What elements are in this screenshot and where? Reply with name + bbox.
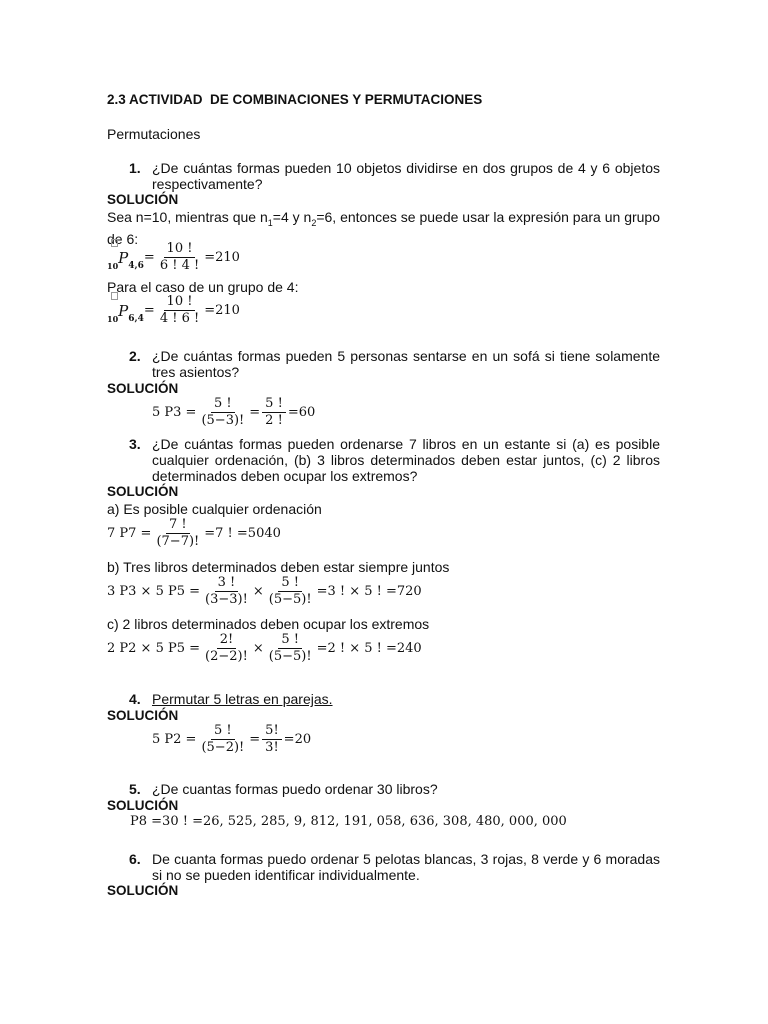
- section-heading: Permutaciones: [107, 126, 201, 142]
- solution-label: SOLUCIÓN: [107, 484, 179, 499]
- question-number: 4.: [129, 691, 141, 707]
- question-text: Permutar 5 letras en parejas.: [152, 691, 333, 707]
- question-text: ¿De cuantas formas puedo ordenar 30 libros?: [152, 781, 438, 797]
- solution-label: SOLUCIÓN: [107, 192, 179, 207]
- formula-2p2-5p5: 2 P2 × 5 P5 = $\frac{2!}{(2-2)!}$ × $\frac{5 !}{(5-5)!}$ =2 ! × 5 ! =240: [107, 632, 422, 664]
- solution-text: Para el caso de un grupo de 4:: [107, 279, 299, 295]
- question-text: De cuanta formas puedo ordenar 5 pelotas blancas, 3 rojas, 8 verde y 6 moradas si no se pueden identificar individualmente.: [152, 851, 660, 883]
- solution-label: SOLUCIÓN: [107, 883, 179, 898]
- question-number: 6.: [129, 851, 141, 867]
- question-number: 2.: [129, 348, 141, 364]
- question-text: ¿De cuántas formas pueden 10 objetos dividirse en dos grupos de 4 y 6 objetos respectivamente?: [152, 160, 660, 192]
- solution-label: SOLUCIÓN: [107, 708, 179, 723]
- solution-text: a) Es posible cualquier ordenación: [107, 501, 322, 517]
- solution-label: SOLUCIÓN: [107, 381, 179, 396]
- formula-3p3-5p5: 3 P3 × 5 P5 = $\frac{3 !}{(3-3)!}$ × $\frac{5 !}{(5-5)!}$ =3 ! × 5 ! =720: [107, 575, 422, 607]
- solution-text: c) 2 libros determinados deben ocupar los extremos: [107, 616, 430, 632]
- solution-label: SOLUCIÓN: [107, 798, 179, 813]
- question-number: 3.: [129, 436, 141, 452]
- formula-5p2: 5 P2 = $\frac{5 !}{(5-2)!}$ = $\frac{5!}{3!}$ =20: [152, 723, 312, 755]
- formula-30-factorial: P8 =30 ! =26, 525, 285, 9, 812, 191, 058, 636, 308, 480, 000, 000: [130, 814, 567, 829]
- question-text: ¿De cuántas formas pueden ordenarse 7 libros en un estante si (a) es posible cualquier ordenación, (b) 3 libros determinados deben estar juntos, (c) 2 libros determinados deben ocupar los extremos?: [152, 436, 660, 484]
- document-title: 2.3 ACTIVIDAD DE COMBINACIONES Y PERMUTACIONES: [107, 92, 483, 107]
- formula-p64: 10 P 6,4 = $\frac{10 !}{4 ! 6 !}$ =210: [107, 295, 240, 326]
- solution-text: b) Tres libros determinados deben estar siempre juntos: [107, 559, 450, 575]
- formula-5p3: 5 P3 = $\frac{5 !}{(5-3)!}$ = $\frac{5 !}{2 !}$ =60: [152, 396, 316, 428]
- question-number: 5.: [129, 781, 141, 797]
- formula-7p7: 7 P7 = $\frac{7 !}{(7-7)!}$ =7 ! =5040: [107, 517, 281, 549]
- question-number: 1.: [129, 160, 141, 176]
- solution-paragraph: Sea n=10, mientras que $n_1=4$ y $n_2=6$, entonces se puede usar la expresión para un grupo de 6:: [107, 209, 660, 247]
- question-text: ¿De cuántas formas pueden 5 personas sentarse en un sofá si tiene solamente tres asientos?: [152, 348, 660, 380]
- formula-p46: 10 P 4,6 = $\frac{10 !}{6 ! 4 !}$ =210: [107, 242, 240, 273]
